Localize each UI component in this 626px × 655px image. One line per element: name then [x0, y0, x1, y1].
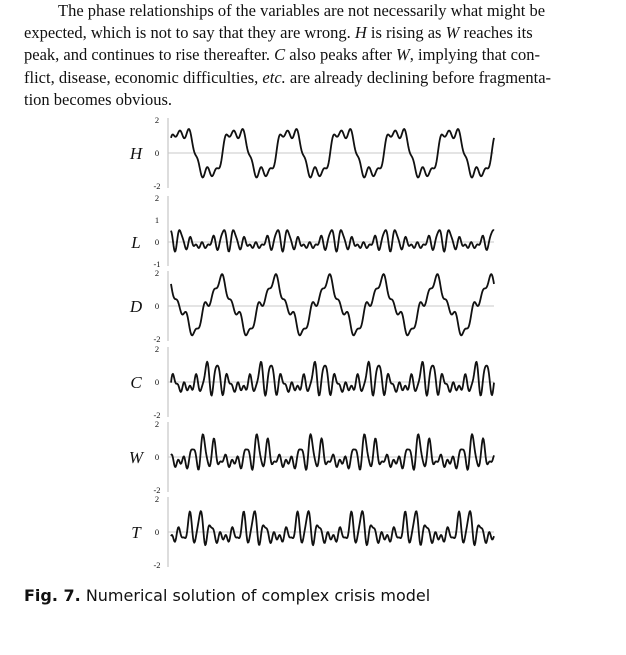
series-line	[171, 230, 494, 252]
body-paragraph	[24, 0, 604, 111]
paragraph-text-run: also peaks after	[285, 45, 397, 65]
series-line	[171, 274, 494, 335]
y-tick-label: -1	[153, 259, 161, 269]
figure-caption	[24, 586, 430, 605]
series-line	[171, 362, 494, 396]
paragraph-text-run: expected, which is not to say that they are wrong.	[24, 23, 355, 43]
paragraph-text-run: W	[396, 45, 410, 65]
paragraph-text-run: , implying that con-	[409, 45, 540, 65]
series-line	[171, 511, 494, 545]
y-tick-label: 0	[154, 452, 160, 462]
figure-7	[0, 110, 626, 580]
y-tick-label: 2	[154, 193, 160, 203]
paragraph-text-run: are already declining before fragmenta-	[285, 67, 552, 87]
figure-caption-text: Numerical solution of complex crisis model	[80, 586, 431, 605]
y-tick-label: 2	[154, 419, 160, 429]
y-tick-label: 2	[154, 344, 160, 354]
paragraph-text-run: H	[354, 23, 367, 43]
figure-label: Fig. 7.	[24, 586, 81, 605]
paragraph-text-run: peak, and continues to rise thereafter.	[24, 45, 275, 65]
paragraph-line	[24, 44, 604, 66]
y-tick-label: -2	[153, 181, 161, 191]
paragraph-line	[24, 89, 604, 111]
y-tick-label: 0	[154, 148, 160, 158]
paragraph-text-run: W	[445, 23, 460, 43]
paragraph-text-run: The phase relationships of the variables are not necessarily what might be	[58, 1, 546, 20]
y-tick-label: 0	[154, 527, 160, 537]
paragraph-line	[24, 67, 604, 89]
y-tick-label: 2	[154, 115, 160, 125]
variable-label: T	[131, 523, 141, 542]
paragraph-text-run: etc.	[262, 67, 286, 87]
variable-label: H	[129, 144, 143, 163]
y-tick-label: 0	[154, 237, 160, 247]
paragraph-text-run: reaches its	[459, 23, 533, 43]
y-tick-label: -2	[153, 410, 161, 420]
paragraph-text-run: flict, disease, economic difficulties,	[24, 67, 263, 87]
y-tick-label: 1	[154, 215, 160, 225]
variable-label: C	[130, 373, 142, 392]
y-tick-label: -2	[153, 485, 161, 495]
y-tick-label: 2	[154, 268, 160, 278]
paragraph-text-run: tion becomes obvious.	[24, 89, 173, 109]
y-tick-label: 2	[154, 494, 160, 504]
variable-label: D	[129, 297, 143, 316]
paragraph-text-run: C	[274, 45, 286, 65]
variable-label: W	[128, 448, 144, 467]
paragraph-line	[24, 22, 604, 44]
y-tick-label: 0	[154, 377, 160, 387]
y-tick-label: 0	[154, 301, 160, 311]
variable-label: L	[131, 233, 141, 252]
y-tick-label: -2	[153, 334, 161, 344]
y-tick-label: -2	[153, 560, 161, 570]
paragraph-text-run: is rising as	[366, 23, 446, 43]
crisis-model-plot	[0, 110, 626, 580]
series-line	[171, 434, 494, 470]
paragraph-line	[24, 0, 604, 22]
